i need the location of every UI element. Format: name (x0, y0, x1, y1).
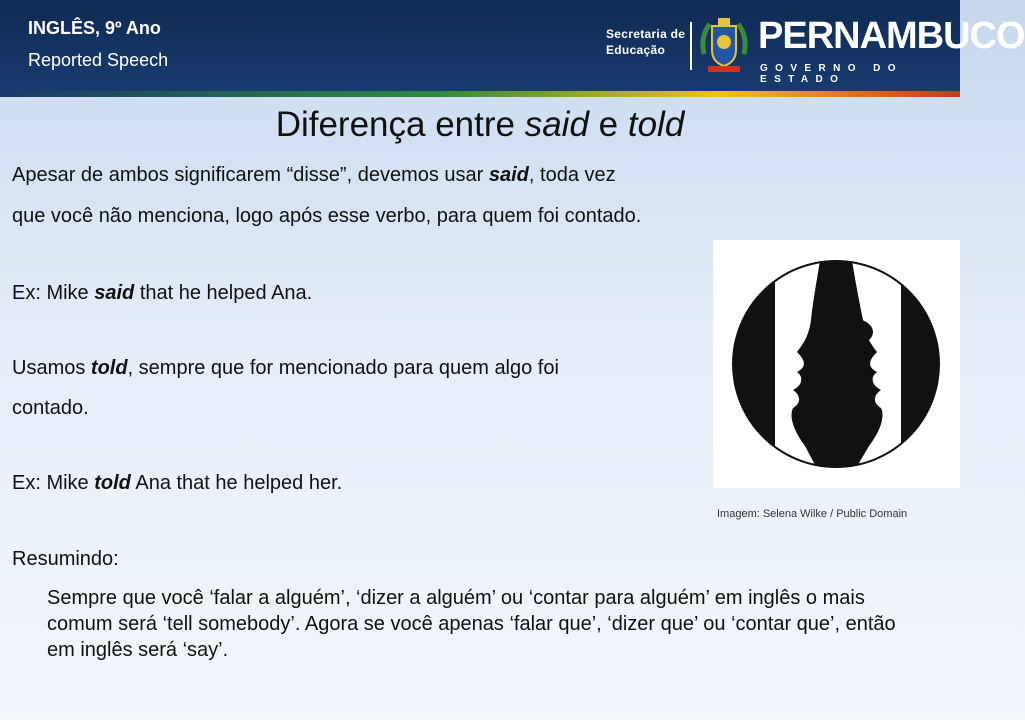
secretaria-line2: Educação (606, 43, 666, 57)
brand-name: PERNAMBUCO (758, 15, 1025, 57)
example-told (12, 470, 342, 496)
intro-line2: que você não menciona, logo após esse verbo, para quem foi contado. (12, 205, 642, 227)
example-said (12, 280, 312, 306)
title-told: told (627, 105, 685, 144)
topic-label: Reported Speech (28, 50, 169, 70)
summary-paragraph: Sempre que você ‘falar a alguém’, ‘dizer a alguém’ ou ‘contar para alguém’ em inglês o mais comum será ‘tell somebody’. Agora se você apenas ‘falar que’, ‘dizer que’ ou ‘contar que’, então em inglês será ‘say’. (47, 587, 896, 661)
summary-heading: Resumindo: (12, 548, 119, 570)
told-explanation-line2: contado. (12, 397, 89, 419)
secretaria-label (606, 26, 685, 58)
title-middle: e (588, 105, 628, 144)
coat-of-arms-icon (698, 14, 750, 78)
told-expl-c: , sempre que for mencionado para quem algo foi (127, 357, 559, 379)
subject-label: INGLÊS, 9º Ano (28, 18, 161, 38)
image-credit: Imagem: Selena Wilke / Public Domain (717, 508, 908, 520)
example1-a: Ex: Mike (12, 282, 95, 304)
illustration (713, 240, 960, 488)
example2-a: Ex: Mike (12, 472, 95, 494)
brand-subtitle: GOVERNO DO ESTADO (760, 63, 903, 85)
told-expl-told: told (90, 357, 128, 379)
secretaria-line1: Secretaria de (606, 27, 686, 41)
slide-title (0, 105, 960, 145)
title-prefix: Diferença entre (275, 105, 525, 144)
told-explanation-line1 (12, 355, 559, 381)
intro-line1 (12, 162, 616, 188)
header-divider (690, 22, 692, 70)
faces-speech-bubbles-icon (713, 240, 960, 488)
intro-text-c: , toda vez (528, 164, 616, 186)
example1-said: said (94, 282, 135, 304)
title-said: said (524, 105, 589, 144)
intro-text-a: Apesar de ambos significarem “disse”, devemos usar (12, 164, 489, 186)
example2-c: Ana that he helped her. (130, 472, 343, 494)
example1-c: that he helped Ana. (134, 282, 313, 304)
color-stripe (0, 91, 960, 97)
example2-told: told (94, 472, 131, 494)
told-expl-a: Usamos (12, 357, 91, 379)
intro-said: said (488, 164, 529, 186)
